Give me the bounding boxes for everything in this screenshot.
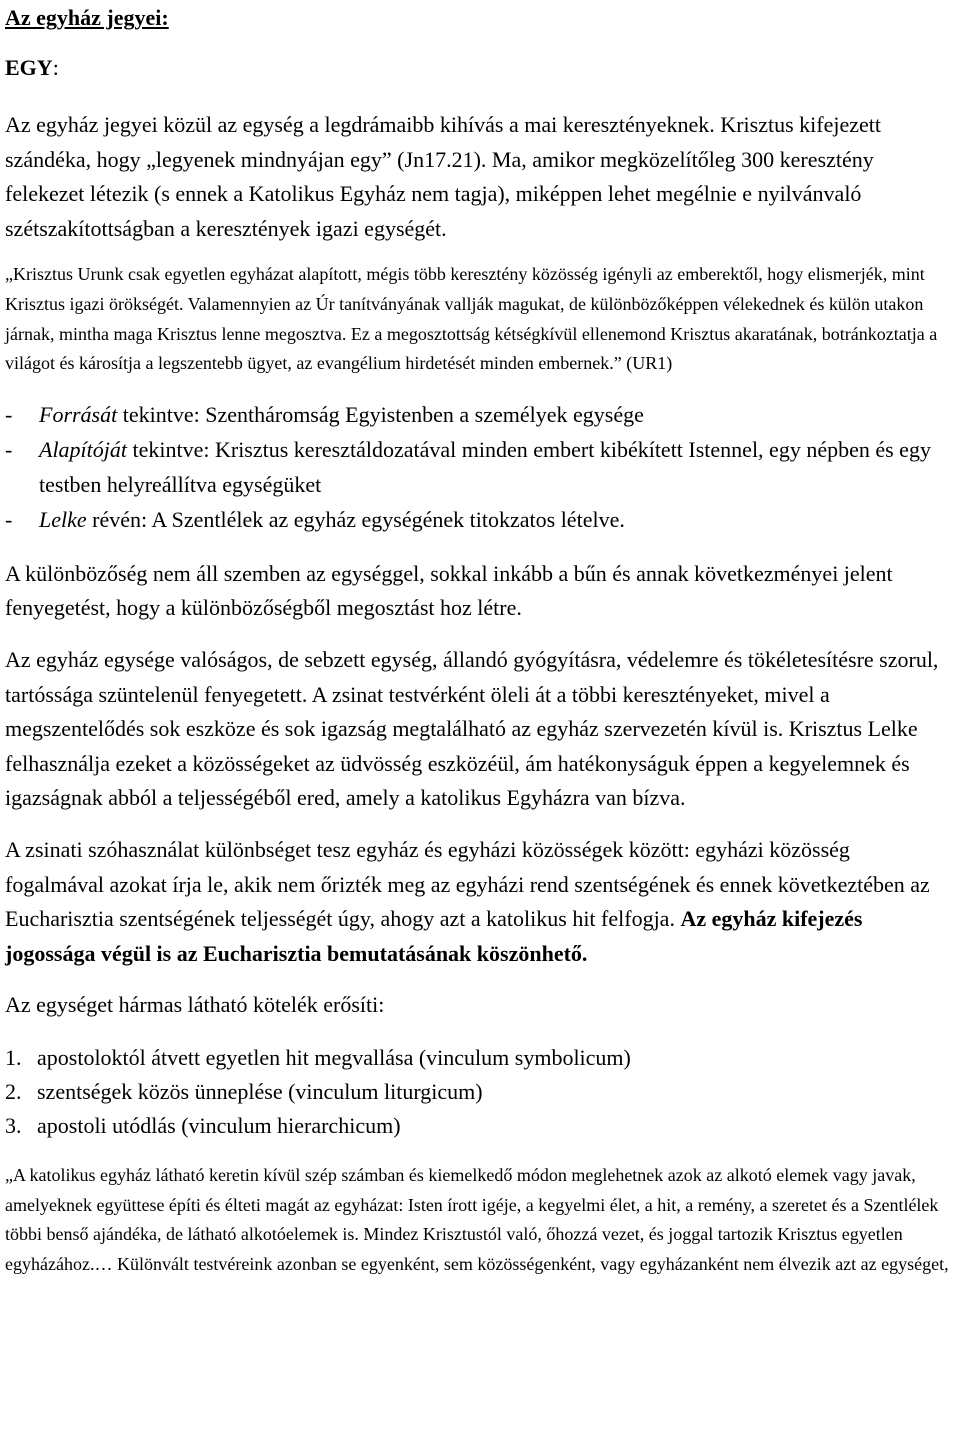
list-item	[5, 1109, 954, 1143]
list-item-emphasis: Alapítóját	[39, 436, 127, 462]
synod-bold-text: Az egyház kifejezés jogossága végül is az Eucharisztia bemutatásának köszönhető.	[5, 906, 863, 966]
list-item	[5, 502, 954, 537]
intro-paragraph: Az egyház jegyei közül az egység a legdrámaibb kihívás a mai keresztényeknek. Krisztus kifejezett szándéka, hogy „legyenek mindnyájan egy” (Jn17.21). Ma, amikor megközelítőleg 300 keresztény felekezet létezik (s ennek a Katolikus Egyház nem tagja), miképpen lehet megélnie e nyilvánvaló szétszakítottságban a keresztények igazi egységét.	[5, 112, 881, 241]
list-item	[5, 432, 954, 502]
list-item-text	[39, 502, 954, 537]
list-item-text: szentségek közös ünneplése (vinculum liturgicum)	[37, 1078, 483, 1104]
lumen-gentium-quote: „A katolikus egyház látható keretin kívül szép számban és kiemelkedő módon meglehetnek azok az alkotó elemek vagy javak, amelyeknek együttese építi és élteti magát az egyházat: Isten írott igéje, a kegyelmi élet, a hit, a remény, a szeretet és a Szentlélek többi benső ajándéka, de látható alkotóelemek is. Mindez Krisztustól való, őhozzá vezet, és joggal tartozik Krisztus egyetlen egyházához.… Különvált testvéreink azonban se egyenként, sem közösségenként, vagy egyházanként nem élvezik azt az egységet,	[5, 1164, 949, 1275]
unity-paragraph: Az egyház egysége valóságos, de sebzett egység, állandó gyógyításra, védelemre és tökéletesítésre szorul, tartóssága szüntelenül fenyegetett. A zsinat testvérként öleli át a többi keresztényeket, mivel a megszentelődés sok eszköze és sok igazság megtalálható az egyház szervezetén kívül is. Krisztus Lelke felhasználja ezeket a közösségeket az üdvösség eszközéül, ám hatékonyságuk éppen a kegyelemnek és igazságnak abból a teljességéből ered, amely a katolikus Egyházra van bízva.	[5, 646, 939, 811]
list-item-emphasis: Lelke	[39, 506, 87, 532]
section-heading-text: EGY	[5, 55, 53, 80]
document-title: Az egyház jegyei:	[5, 5, 169, 30]
list-item	[5, 1075, 954, 1109]
bonds-paragraph: Az egységet hármas látható kötelék erősíti:	[5, 992, 385, 1018]
section-heading	[5, 54, 954, 82]
list-item-text: apostoli utódlás (vinculum hierarchicum)	[37, 1112, 401, 1138]
unitatis-redintegratio-quote: „Krisztus Urunk csak egyetlen egyházat alapított, mégis több keresztény közösség igényli az emberektől, hogy elismerjék, mint Krisztus igazi örökségét. Valamennyien az Úr tanítványának vallják magukat, de különbözőképpen vélekednek és külön utakon járnak, mintha maga Krisztus lenne megosztva. Ez a megosztottság kétségkívül ellenemond Krisztus akaratának, botránkoztatja a világot és károsítja a legszentebb ügyet, az evangélium hirdetését minden embernek.” (UR1)	[5, 264, 938, 374]
list-item-rest: tekintve: Krisztus keresztáldozatával minden embert kibékített Istennel, egy népben és egy testben helyreállítva egységüket	[39, 436, 931, 497]
list-item-text	[39, 432, 954, 502]
list-number: 3.	[5, 1112, 22, 1138]
list-item-emphasis: Forrását	[39, 401, 118, 427]
list-item-rest: révén: A Szentlélek az egyház egységének titokzatos lételve.	[86, 506, 625, 532]
synod-paragraph	[5, 833, 954, 971]
list-item	[5, 1041, 954, 1075]
section-heading-colon: :	[52, 55, 59, 80]
list-number: 2.	[5, 1078, 22, 1104]
list-item	[5, 397, 954, 432]
difference-paragraph: A különbözőség nem áll szemben az egységgel, sokkal inkább a bűn és annak következményei jelent fenyegetést, hogy a különbözőségből megosztást hoz létre.	[5, 560, 893, 621]
list-dash: -	[5, 436, 13, 462]
list-item-rest: tekintve: Szentháromság Egyistenben a személyek egysége	[117, 401, 644, 427]
list-item-text	[39, 397, 954, 432]
list-dash: -	[5, 401, 13, 427]
unity-sources-list	[5, 397, 954, 537]
list-item-text: apostoloktól átvett egyetlen hit megvallása (vinculum symbolicum)	[37, 1044, 631, 1070]
list-dash: -	[5, 506, 13, 532]
synod-text: A zsinati szóhasználat különbséget tesz egyház és egyházi közösségek között: egyházi közösség fogalmával azokat írja le, akik nem őrizték meg az egyházi rend szentségének és ennek következtében az Eucharisztia szentségének teljességét úgy, ahogy azt a katolikus hit felfogja.	[5, 836, 930, 932]
bonds-list	[5, 1041, 954, 1143]
list-number: 1.	[5, 1044, 22, 1070]
